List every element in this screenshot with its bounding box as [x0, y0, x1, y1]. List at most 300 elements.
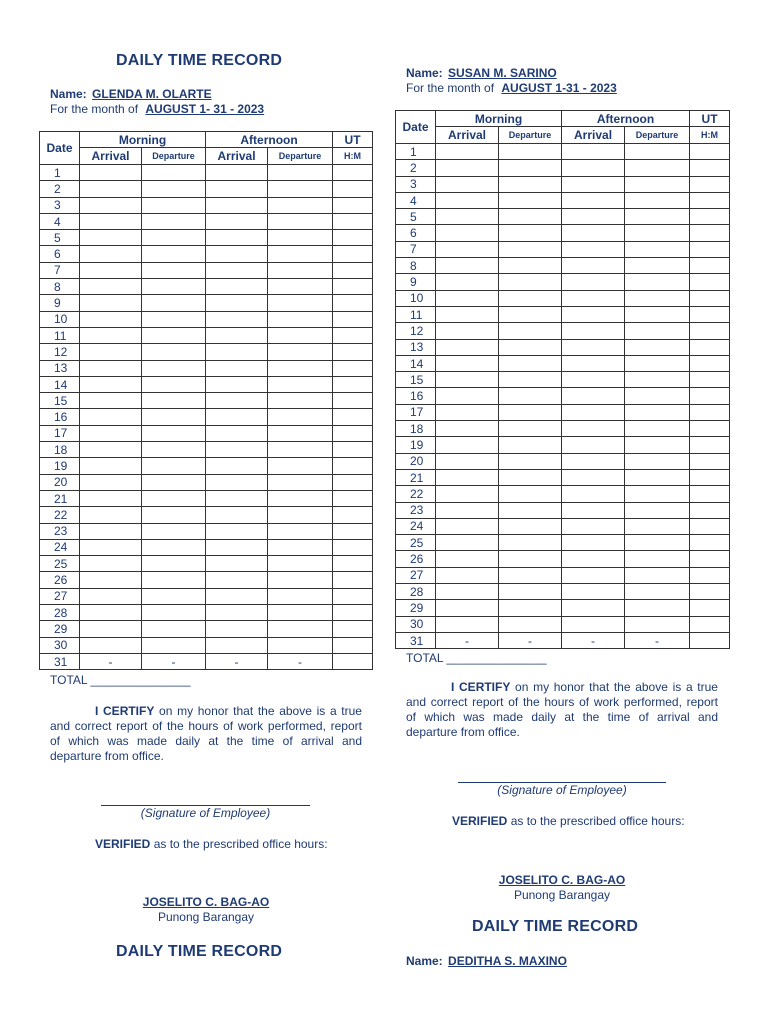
time-entry-cell — [499, 518, 562, 534]
time-entry-cell — [436, 502, 499, 518]
time-entry-cell — [206, 637, 268, 653]
time-entry-cell — [436, 469, 499, 485]
time-entry-cell — [268, 605, 333, 621]
day-number-cell: 7 — [40, 262, 80, 278]
left-month-label: For the month of — [50, 102, 139, 116]
time-entry-cell — [436, 600, 499, 616]
day-number-cell: 20 — [396, 453, 436, 469]
left-title: DAILY TIME RECORD — [116, 52, 283, 69]
time-entry-cell — [80, 165, 142, 181]
time-entry-cell — [142, 230, 206, 246]
time-entry-cell — [690, 209, 730, 225]
time-entry-cell — [436, 160, 499, 176]
time-entry-cell — [499, 176, 562, 192]
time-entry-cell — [690, 551, 730, 567]
time-entry-cell — [268, 490, 333, 506]
time-entry-cell — [333, 262, 373, 278]
time-entry-cell: - — [562, 632, 625, 648]
day-number-cell: 25 — [396, 535, 436, 551]
day-number-cell: 17 — [40, 425, 80, 441]
table-row — [396, 372, 730, 388]
time-entry-cell — [436, 616, 499, 632]
time-entry-cell — [499, 421, 562, 437]
right-name-line — [406, 66, 557, 80]
day-number-cell: 24 — [40, 539, 80, 555]
time-entry-cell — [499, 437, 562, 453]
time-entry-cell — [333, 458, 373, 474]
time-entry-cell: - — [625, 632, 690, 648]
time-entry-cell — [80, 311, 142, 327]
time-entry-cell — [625, 372, 690, 388]
table-row — [396, 551, 730, 567]
time-entry-cell — [625, 355, 690, 371]
left-header-row-columns — [40, 148, 373, 165]
time-entry-cell — [268, 246, 333, 262]
time-entry-cell — [625, 339, 690, 355]
time-entry-cell — [142, 262, 206, 278]
time-entry-cell — [625, 535, 690, 551]
time-entry-cell — [333, 295, 373, 311]
time-entry-cell — [436, 388, 499, 404]
time-entry-cell — [690, 176, 730, 192]
time-entry-cell — [206, 295, 268, 311]
time-entry-cell — [625, 502, 690, 518]
day-number-cell: 22 — [40, 507, 80, 523]
table-row — [396, 421, 730, 437]
time-entry-cell — [499, 567, 562, 583]
table-row — [40, 490, 373, 506]
time-entry-cell — [142, 474, 206, 490]
time-entry-cell — [499, 355, 562, 371]
time-entry-cell — [690, 339, 730, 355]
time-entry-cell — [333, 311, 373, 327]
time-entry-cell — [625, 241, 690, 257]
time-entry-cell — [499, 209, 562, 225]
time-entry-cell — [80, 490, 142, 506]
time-entry-cell — [206, 572, 268, 588]
time-entry-cell — [436, 323, 499, 339]
table-row — [396, 453, 730, 469]
time-entry-cell — [562, 388, 625, 404]
time-entry-cell — [268, 295, 333, 311]
day-number-cell: 21 — [396, 469, 436, 485]
time-entry-cell — [625, 600, 690, 616]
right-next-title: DAILY TIME RECORD — [472, 918, 639, 935]
time-entry-cell — [206, 213, 268, 229]
time-entry-cell — [142, 458, 206, 474]
table-row — [396, 274, 730, 290]
time-entry-cell — [499, 600, 562, 616]
time-entry-cell — [436, 241, 499, 257]
table-row — [40, 393, 373, 409]
right-header-row-sessions — [396, 111, 730, 127]
time-entry-cell — [206, 425, 268, 441]
time-entry-cell — [206, 262, 268, 278]
time-entry-cell — [690, 274, 730, 290]
day-number-cell: 2 — [396, 160, 436, 176]
day-number-cell: 14 — [40, 376, 80, 392]
left-total-label: TOTAL — [50, 673, 88, 687]
time-entry-cell — [499, 372, 562, 388]
time-entry-cell — [142, 523, 206, 539]
time-entry-cell — [333, 556, 373, 572]
time-entry-cell — [268, 637, 333, 653]
time-entry-cell — [562, 176, 625, 192]
day-number-cell: 3 — [396, 176, 436, 192]
right-verified-line — [452, 814, 685, 828]
left-morning-header: Morning — [80, 132, 206, 148]
table-row — [396, 323, 730, 339]
time-entry-cell — [690, 632, 730, 648]
time-entry-cell — [625, 160, 690, 176]
time-entry-cell — [562, 355, 625, 371]
time-entry-cell — [562, 421, 625, 437]
left-certify-text: on my honor that the above is a true and correct report of the hours of work performed, report of which was made daily at the time of arrival and departure from office. — [50, 704, 362, 763]
day-number-cell: 16 — [396, 388, 436, 404]
time-entry-cell — [268, 393, 333, 409]
table-row — [40, 605, 373, 621]
time-entry-cell — [499, 225, 562, 241]
table-row — [396, 535, 730, 551]
time-entry-cell — [499, 469, 562, 485]
time-entry-cell — [562, 290, 625, 306]
day-number-cell: 5 — [396, 209, 436, 225]
table-row — [396, 306, 730, 322]
time-entry-cell — [436, 535, 499, 551]
time-entry-cell — [625, 437, 690, 453]
time-entry-cell — [268, 344, 333, 360]
table-row — [396, 160, 730, 176]
time-entry-cell — [333, 442, 373, 458]
time-entry-cell — [436, 290, 499, 306]
time-entry-cell — [562, 584, 625, 600]
table-row — [40, 523, 373, 539]
table-row — [40, 279, 373, 295]
time-entry-cell — [499, 616, 562, 632]
time-entry-cell — [206, 360, 268, 376]
day-number-cell: 2 — [40, 181, 80, 197]
right-month-line — [406, 81, 617, 95]
right-ut-header: UT — [690, 111, 730, 127]
time-entry-cell — [625, 192, 690, 208]
table-row — [40, 556, 373, 572]
time-entry-cell — [206, 230, 268, 246]
table-row — [396, 144, 730, 160]
time-entry-cell — [206, 523, 268, 539]
right-date-header: Date — [396, 111, 436, 144]
table-row — [40, 621, 373, 637]
time-entry-cell — [333, 344, 373, 360]
time-entry-cell: - — [206, 653, 268, 669]
time-entry-cell — [206, 181, 268, 197]
table-row — [396, 339, 730, 355]
left-verified-line — [95, 837, 328, 851]
time-entry-cell — [499, 274, 562, 290]
time-entry-cell — [499, 404, 562, 420]
time-entry-cell — [690, 144, 730, 160]
time-entry-cell — [268, 311, 333, 327]
time-entry-cell — [499, 306, 562, 322]
table-row — [40, 653, 373, 669]
day-number-cell: 31 — [40, 653, 80, 669]
time-entry-cell — [333, 230, 373, 246]
right-employee-name: SUSAN M. SARINO — [448, 66, 557, 80]
day-number-cell: 19 — [396, 437, 436, 453]
time-entry-cell — [690, 486, 730, 502]
right-verifier-title: Punong Barangay — [513, 888, 611, 902]
day-number-cell: 13 — [40, 360, 80, 376]
left-next-title: DAILY TIME RECORD — [116, 943, 283, 960]
right-morning-departure-header: Departure — [499, 127, 562, 144]
right-verified-bold: VERIFIED — [452, 814, 508, 828]
time-entry-cell — [499, 241, 562, 257]
table-row — [40, 213, 373, 229]
table-row — [396, 616, 730, 632]
time-entry-cell — [206, 165, 268, 181]
time-entry-cell — [142, 572, 206, 588]
right-next-name-line — [406, 954, 567, 968]
time-entry-cell — [142, 539, 206, 555]
time-entry-cell — [562, 274, 625, 290]
time-entry-cell: - — [436, 632, 499, 648]
time-entry-cell — [499, 258, 562, 274]
day-number-cell: 26 — [396, 551, 436, 567]
table-row — [396, 290, 730, 306]
time-entry-cell — [436, 274, 499, 290]
time-entry-cell — [268, 165, 333, 181]
time-entry-cell — [562, 209, 625, 225]
day-number-cell: 18 — [396, 421, 436, 437]
time-entry-cell — [80, 458, 142, 474]
time-entry-cell — [206, 311, 268, 327]
time-entry-cell — [142, 409, 206, 425]
time-entry-cell — [690, 225, 730, 241]
time-entry-cell: - — [268, 653, 333, 669]
time-entry-cell — [80, 425, 142, 441]
time-entry-cell — [333, 653, 373, 669]
left-morning-departure-header: Departure — [142, 148, 206, 165]
time-entry-cell — [333, 197, 373, 213]
time-entry-cell — [333, 279, 373, 295]
time-entry-cell — [206, 621, 268, 637]
time-entry-cell — [80, 327, 142, 343]
table-row — [396, 502, 730, 518]
time-entry-cell — [268, 213, 333, 229]
time-entry-cell — [333, 360, 373, 376]
time-entry-cell — [333, 507, 373, 523]
table-row — [396, 388, 730, 404]
time-entry-cell — [562, 225, 625, 241]
time-entry-cell — [80, 279, 142, 295]
time-entry-cell — [625, 144, 690, 160]
right-certify-bold: I CERTIFY — [451, 680, 511, 694]
time-entry-cell — [206, 376, 268, 392]
time-entry-cell — [625, 551, 690, 567]
time-entry-cell — [142, 311, 206, 327]
table-row — [396, 469, 730, 485]
time-entry-cell — [499, 192, 562, 208]
time-entry-cell — [625, 421, 690, 437]
time-entry-cell — [562, 518, 625, 534]
time-entry-cell — [206, 458, 268, 474]
time-entry-cell — [625, 584, 690, 600]
time-entry-cell — [268, 327, 333, 343]
time-entry-cell — [80, 637, 142, 653]
time-entry-cell — [690, 600, 730, 616]
day-number-cell: 18 — [40, 442, 80, 458]
table-row — [396, 584, 730, 600]
table-row — [40, 327, 373, 343]
time-entry-cell — [562, 502, 625, 518]
time-entry-cell — [562, 437, 625, 453]
time-entry-cell — [562, 339, 625, 355]
time-entry-cell — [562, 453, 625, 469]
table-row — [40, 295, 373, 311]
right-certify-text: on my honor that the above is a true and correct report of the hours of work performed, report of which was made daily at the time of arrival and departure from office. — [406, 680, 718, 739]
time-entry-cell — [333, 246, 373, 262]
day-number-cell: 6 — [40, 246, 80, 262]
time-entry-cell — [625, 453, 690, 469]
time-entry-cell — [80, 572, 142, 588]
time-entry-cell — [333, 490, 373, 506]
time-entry-cell — [206, 605, 268, 621]
time-entry-cell — [690, 258, 730, 274]
time-entry-cell — [625, 209, 690, 225]
time-entry-cell — [499, 290, 562, 306]
time-entry-cell — [499, 144, 562, 160]
time-entry-cell — [625, 469, 690, 485]
time-entry-cell — [268, 556, 333, 572]
time-entry-cell — [142, 197, 206, 213]
time-entry-cell — [625, 518, 690, 534]
time-entry-cell — [499, 486, 562, 502]
time-entry-cell — [690, 160, 730, 176]
day-number-cell: 23 — [40, 523, 80, 539]
right-hm-header: H:M — [690, 127, 730, 144]
time-entry-cell — [268, 523, 333, 539]
time-entry-cell — [142, 246, 206, 262]
day-number-cell: 29 — [396, 600, 436, 616]
table-row — [40, 409, 373, 425]
time-entry-cell — [333, 539, 373, 555]
time-entry-cell — [690, 584, 730, 600]
time-entry-cell — [625, 616, 690, 632]
table-row — [40, 197, 373, 213]
time-entry-cell — [690, 616, 730, 632]
time-entry-cell — [562, 567, 625, 583]
table-row — [40, 246, 373, 262]
time-entry-cell — [80, 442, 142, 458]
table-row — [40, 262, 373, 278]
day-number-cell: 30 — [396, 616, 436, 632]
time-entry-cell — [625, 176, 690, 192]
time-entry-cell — [142, 490, 206, 506]
time-entry-cell — [206, 474, 268, 490]
time-entry-cell — [80, 295, 142, 311]
right-total — [406, 651, 547, 665]
table-row — [40, 474, 373, 490]
time-entry-cell — [206, 246, 268, 262]
right-morning-header: Morning — [436, 111, 562, 127]
table-row — [40, 458, 373, 474]
right-afternoon-arrival-header: Arrival — [562, 127, 625, 144]
table-row — [40, 311, 373, 327]
time-entry-cell — [268, 376, 333, 392]
time-entry-cell — [436, 176, 499, 192]
day-number-cell: 6 — [396, 225, 436, 241]
time-entry-cell — [562, 404, 625, 420]
time-entry-cell — [690, 323, 730, 339]
time-entry-cell — [333, 213, 373, 229]
time-entry-cell — [690, 535, 730, 551]
time-entry-cell — [268, 588, 333, 604]
time-entry-cell — [206, 507, 268, 523]
day-number-cell: 1 — [40, 165, 80, 181]
time-entry-cell — [499, 453, 562, 469]
day-number-cell: 10 — [396, 290, 436, 306]
day-number-cell: 26 — [40, 572, 80, 588]
day-number-cell: 13 — [396, 339, 436, 355]
time-entry-cell — [206, 279, 268, 295]
right-month-value: AUGUST 1-31 - 2023 — [501, 81, 617, 95]
time-entry-cell — [333, 327, 373, 343]
right-next-name-label: Name: — [406, 954, 443, 968]
table-row — [40, 588, 373, 604]
time-entry-cell — [499, 388, 562, 404]
day-number-cell: 17 — [396, 404, 436, 420]
time-entry-cell — [436, 453, 499, 469]
table-row — [40, 572, 373, 588]
day-number-cell: 15 — [396, 372, 436, 388]
time-entry-cell — [333, 393, 373, 409]
table-row — [40, 442, 373, 458]
time-entry-cell — [333, 181, 373, 197]
time-entry-cell — [206, 539, 268, 555]
time-entry-cell — [625, 258, 690, 274]
time-entry-cell — [436, 355, 499, 371]
time-entry-cell — [690, 404, 730, 420]
time-entry-cell — [80, 393, 142, 409]
time-entry-cell — [268, 230, 333, 246]
time-entry-cell — [206, 556, 268, 572]
time-entry-cell — [690, 241, 730, 257]
table-row — [396, 567, 730, 583]
time-entry-cell — [80, 605, 142, 621]
left-afternoon-departure-header: Departure — [268, 148, 333, 165]
time-entry-cell — [562, 192, 625, 208]
left-verified-text: as to the prescribed office hours: — [153, 837, 328, 851]
time-entry-cell — [690, 192, 730, 208]
time-entry-cell — [436, 437, 499, 453]
time-entry-cell — [562, 551, 625, 567]
time-entry-cell — [499, 323, 562, 339]
time-entry-cell — [268, 262, 333, 278]
time-entry-cell — [625, 274, 690, 290]
time-entry-cell — [206, 327, 268, 343]
time-entry-cell — [268, 197, 333, 213]
day-number-cell: 31 — [396, 632, 436, 648]
left-verified-bold: VERIFIED — [95, 837, 151, 851]
right-afternoon-header: Afternoon — [562, 111, 690, 127]
right-total-blank: _______________ — [446, 651, 547, 665]
time-entry-cell — [436, 144, 499, 160]
day-number-cell: 24 — [396, 518, 436, 534]
left-employee-name: GLENDA M. OLARTE — [92, 87, 212, 101]
time-entry-cell — [499, 584, 562, 600]
day-number-cell: 4 — [40, 213, 80, 229]
time-entry-cell — [142, 507, 206, 523]
time-entry-cell — [333, 572, 373, 588]
